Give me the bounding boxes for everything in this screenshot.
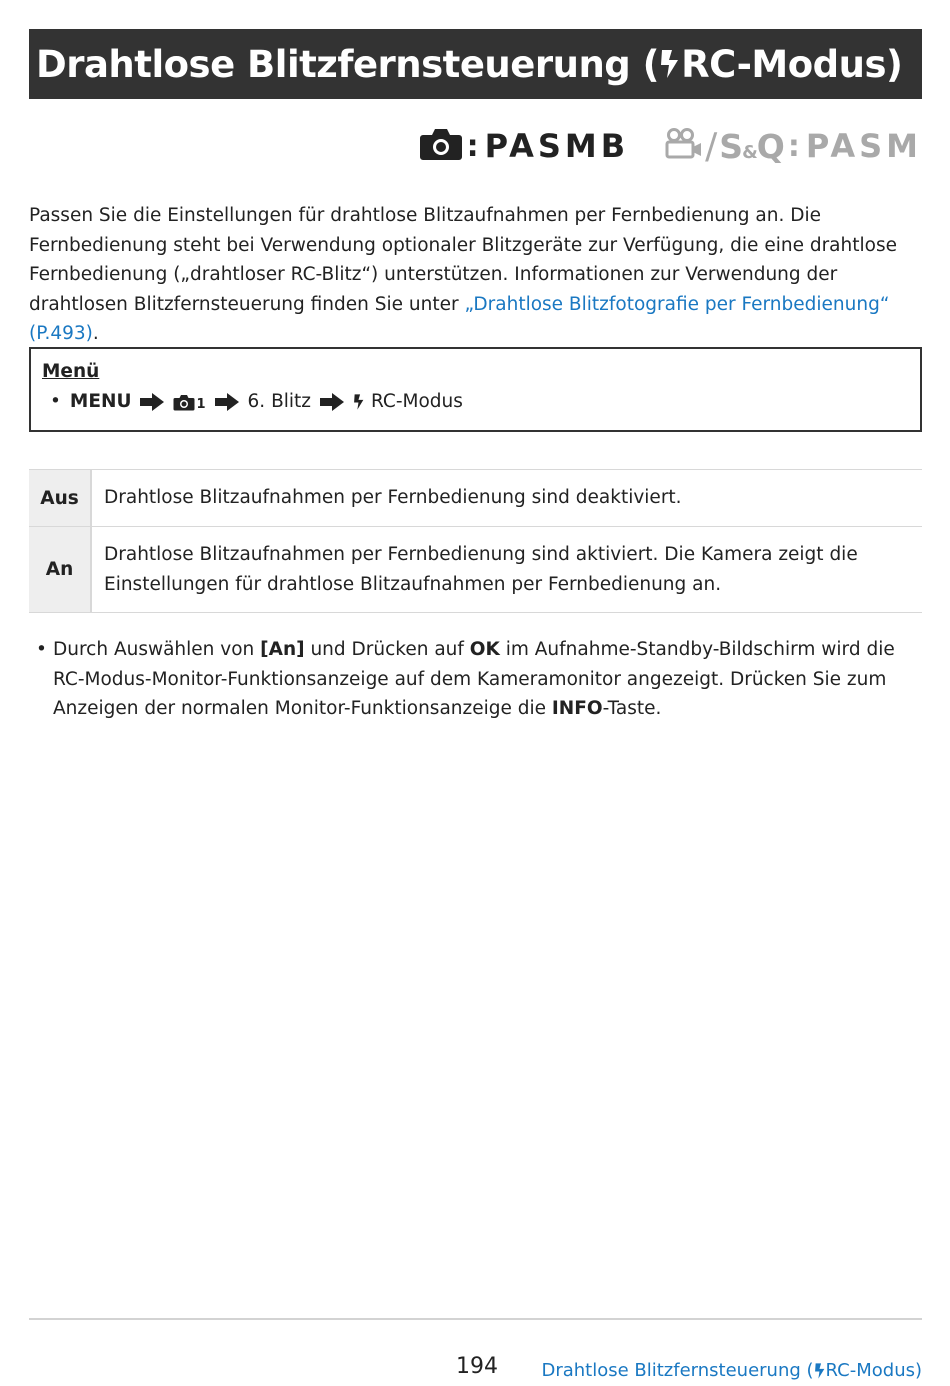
intro-paragraph	[29, 201, 922, 349]
footer-title-end: RC-Modus)	[825, 1360, 922, 1381]
camera-icon	[419, 127, 463, 165]
option-description: Drahtlose Blitzaufnahmen per Fernbedienung sind deaktiviert.	[91, 470, 922, 527]
movie-mode-letters: PASM	[805, 127, 922, 165]
arrow-right-icon	[139, 392, 165, 412]
sq-s: S	[719, 126, 743, 166]
intro-text: Passen Sie die Einstellungen für drahtlose Blitzaufnahmen per Fernbedienung an. Die Fernbedienung steht bei Verwendung optionaler Blitzgeräte zur Verfügung, die eine drahtlose Fernbedienung („drahtloser RC-Blitz“) unterstützen. Informationen zur Verwendung der drahtlosen Blitzfernsteuerung finden Sie unter	[29, 205, 897, 315]
footer-divider	[29, 1318, 922, 1320]
menu-step-blitz: 6. Blitz	[247, 391, 311, 412]
flash-icon	[353, 393, 365, 411]
sq-q: Q	[756, 126, 784, 166]
option-key: An	[29, 527, 91, 613]
note-bold-info: INFO	[551, 698, 603, 720]
intro-end: .	[92, 323, 99, 345]
menu-path-box	[29, 347, 922, 432]
option-description: Drahtlose Blitzaufnahmen per Fernbedienung sind aktiviert. Die Kamera zeigt die Einstellungen für drahtlose Blitzaufnahmen per Fernbedienung an.	[91, 527, 922, 613]
movie-modes	[665, 126, 922, 167]
still-modes	[419, 127, 630, 165]
page-number: 194	[456, 1354, 498, 1379]
movie-camera-icon	[665, 128, 703, 164]
note-text	[53, 635, 916, 724]
flash-icon	[659, 48, 681, 80]
title-text-end: RC-Modus)	[681, 42, 903, 86]
movie-mode-colon: :	[787, 128, 800, 164]
note-text-2: und Drücken auf	[304, 639, 470, 660]
sq-label	[719, 127, 784, 166]
note-bullet: •	[36, 639, 47, 660]
note-text-1: Durch Auswählen von	[53, 639, 261, 660]
page-title	[36, 43, 902, 86]
mode-slash: /	[705, 125, 718, 167]
footer-title-start: Drahtlose Blitzfernsteuerung (	[541, 1360, 814, 1381]
mode-indicator	[419, 126, 922, 166]
sq-amp: &	[742, 141, 757, 163]
footer-section-link[interactable]	[541, 1360, 922, 1381]
camera-tab-number: 1	[196, 396, 206, 412]
table-row	[29, 527, 922, 613]
title-text-start: Drahtlose Blitzfernsteuerung (	[36, 42, 660, 86]
note-item	[36, 635, 916, 724]
options-table	[29, 469, 922, 613]
mode-colon: :	[466, 128, 479, 164]
menu-step-rc-mode: RC-Modus	[371, 391, 463, 412]
note-text-3: im Aufnahme-Standby-Bildschirm wird die RC-Modus-Monitor-Funktionsanzeige auf dem Kameramonitor angezeigt. Drücken Sie zum Anzeigen der normalen Monitor-Funktionsanzeige die	[53, 639, 895, 720]
note-bold-an: [An]	[260, 639, 305, 660]
table-row	[29, 470, 922, 527]
title-bar	[29, 29, 922, 99]
menu-bullet: •	[50, 391, 61, 412]
reference-link[interactable]: „Drahtlose Blitzfotografie per Fernbedienung“ (P.493)	[29, 293, 890, 345]
option-key: Aus	[29, 470, 91, 527]
note-bold-ok: OK	[469, 639, 500, 660]
flash-icon	[814, 1362, 826, 1380]
menu-heading: Menü	[42, 361, 100, 382]
note-text-4: -Taste.	[602, 698, 662, 720]
menu-path	[42, 387, 909, 417]
arrow-right-icon	[319, 392, 345, 412]
camera-tab-icon	[173, 394, 205, 411]
arrow-right-icon	[214, 392, 240, 412]
menu-step-menu: MENU	[69, 391, 132, 412]
still-mode-letters: PASMB	[484, 127, 630, 165]
